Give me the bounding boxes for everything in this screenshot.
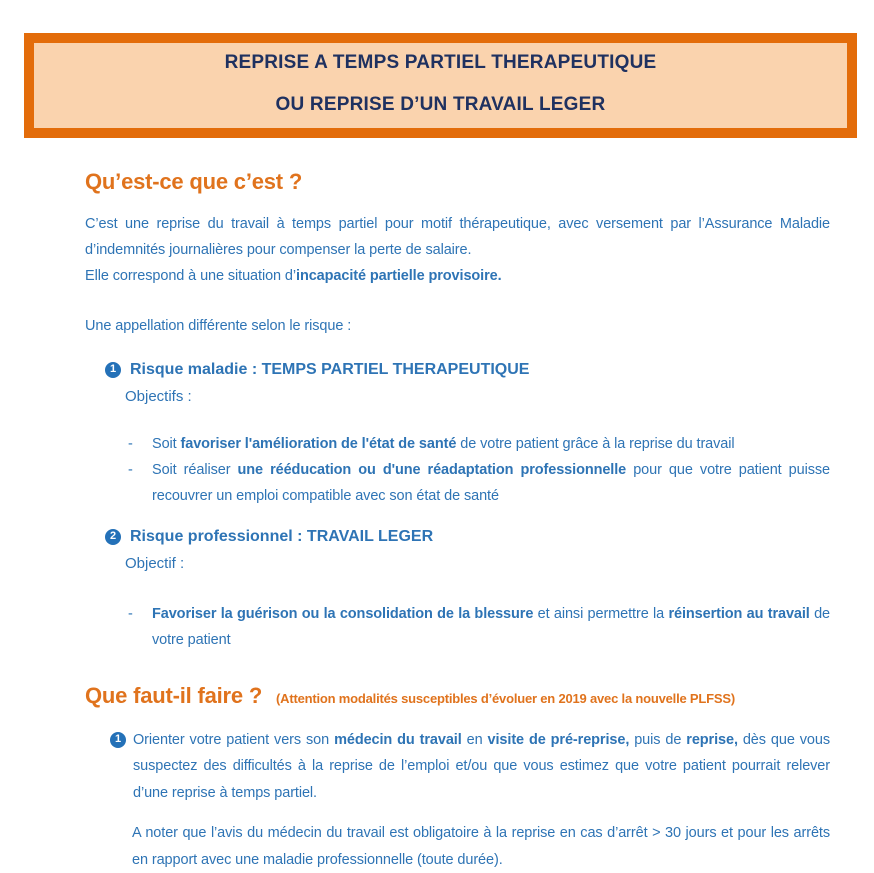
bullet-text: Soit réaliser une rééducation ou d'une réadaptation professionnelle pour que votre patient puisse recouvrer un emploi compatible avec son état de santé [152,461,830,504]
section-todo-note: (Attention modalités susceptibles d’évoluer en 2019 avec la nouvelle PLFSS) [276,690,735,706]
number-1-badge: 1 [110,732,126,748]
list-item [128,601,830,653]
section-todo-heading [85,683,830,709]
what-intro-paragraph: C’est une reprise du travail à temps partiel pour motif thérapeutique, avec versement par l’Assurance Maladie d’indemnités journalières pour compenser la perte de salaire. [85,215,830,258]
dash-bullet-icon: - [128,461,133,478]
risk-item-2-heading [105,526,830,548]
risk-item-2-sublabel: Objectif : [125,554,185,572]
risk-item-1-heading [105,359,830,381]
todo-note-paragraph: A noter que l’avis du médecin du travail est obligatoire à la reprise en cas d’arrêt > 30 jours et pour les arrêts en rapport avec une maladie professionnelle (toute durée). [132,825,830,868]
risk-item-1-sublabel: Objectifs : [125,387,192,405]
document-content [0,169,874,873]
list-item [128,457,830,509]
dash-bullet-icon: - [128,435,133,452]
todo-item-1-text: Orienter votre patient vers son médecin du travail en visite de pré-reprise, puis de reprise, dès que vous suspectez des difficultés à la reprise de l’emploi et/ou que vous estimez que votre patient pourrait relever d’une reprise à temps partiel. [133,731,830,801]
todo-item-1 [110,727,830,807]
banner-title-line-2: OU REPRISE D’UN TRAVAIL LEGER [275,93,606,115]
risk-item-1-bullets [85,431,830,509]
risk-item-2-title: Risque professionnel : TRAVAIL LEGER [130,527,434,545]
section-what-heading: Qu’est-ce que c’est ? [85,168,303,194]
document-page [0,33,874,868]
number-1-badge: 1 [105,362,121,378]
banner-title-line-1: REPRISE A TEMPS PARTIEL THERAPEUTIQUE [224,52,657,73]
section-todo-title: Que faut-il faire ? [85,682,263,708]
title-banner [24,33,857,138]
list-item [128,431,830,457]
appellation-line: Une appellation différente selon le risque : [85,317,352,334]
bullet-text: Soit favoriser l'amélioration de l'état de santé de votre patient grâce à la reprise du travail [152,435,735,452]
bullet-text: Favoriser la guérison ou la consolidation de la blessure et ainsi permettre la réinsertion au travail de votre patient [152,605,831,648]
what-intro-paragraph-2: Elle correspond à une situation d’incapacité partielle provisoire. [85,267,502,284]
risk-item-2-bullets [85,601,830,653]
risk-item-1-title: Risque maladie : TEMPS PARTIEL THERAPEUTIQUE [130,360,530,378]
number-2-badge: 2 [105,529,121,545]
dash-bullet-icon: - [128,605,133,622]
